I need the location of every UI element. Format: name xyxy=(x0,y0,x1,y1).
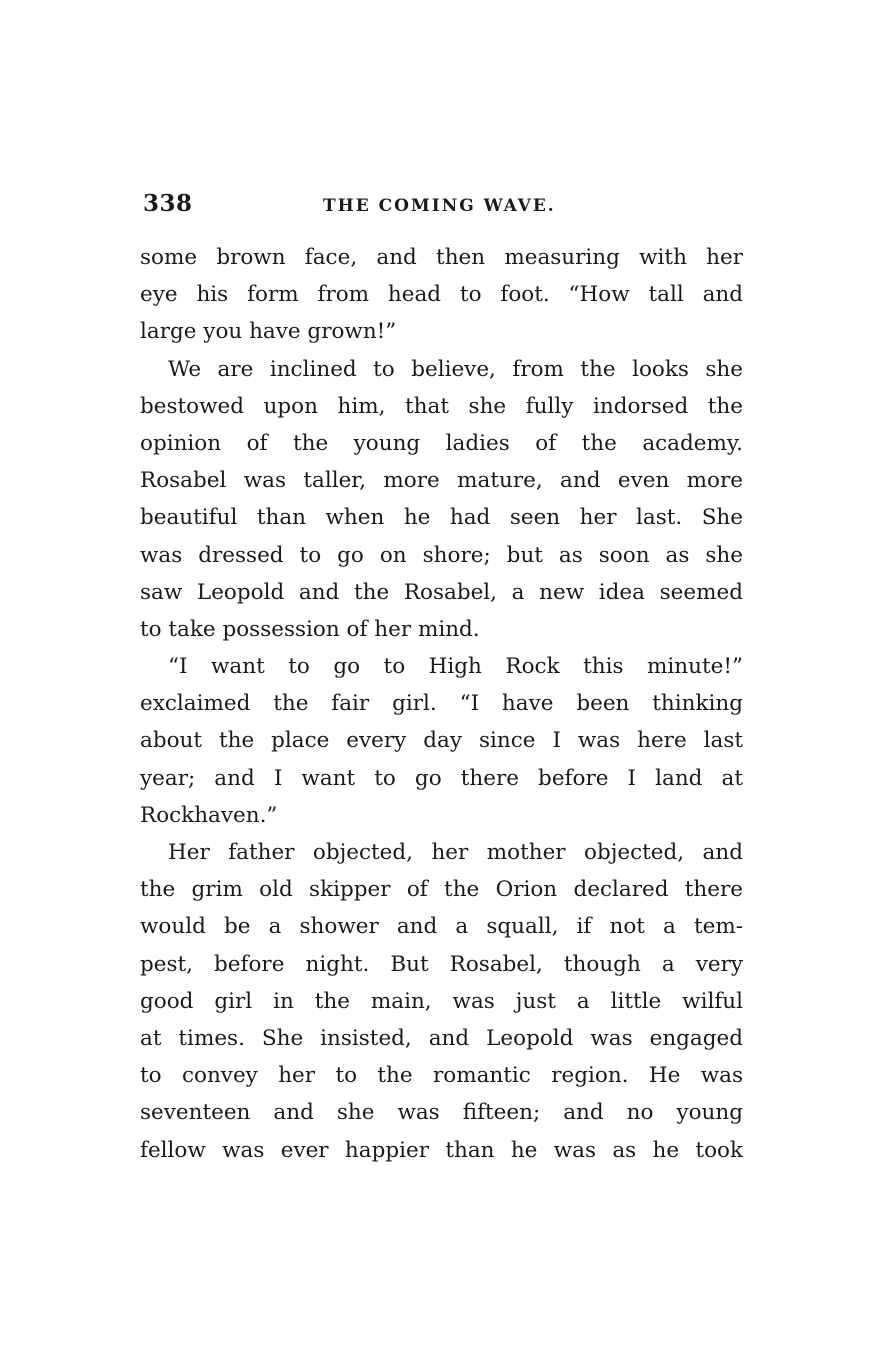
text-line: about the place every day since I was here last xyxy=(140,728,743,754)
text-line: pest, before night. But Rosabel, though a very xyxy=(140,951,743,977)
text-line: opinion of the young ladies of the academy. xyxy=(140,430,743,456)
running-head: THE COMING WAVE. xyxy=(323,196,556,216)
text-line: large you have grown!” xyxy=(140,319,397,345)
text-line: seventeen and she was fifteen; and no young xyxy=(140,1100,743,1126)
page-number: 338 xyxy=(143,190,193,217)
text-line: some brown face, and then measuring with her xyxy=(140,245,743,270)
text-line: good girl in the main, was just a little wilful xyxy=(140,988,743,1014)
text-line: We are inclined to believe, from the looks she xyxy=(168,356,743,382)
text-line: fellow was ever happier than he was as he took xyxy=(140,1137,743,1163)
page-header xyxy=(143,190,743,224)
text-line: at times. She insisted, and Leopold was engaged xyxy=(140,1025,743,1051)
text-line: Her father objected, her mother objected, and xyxy=(168,840,743,865)
text-line: saw Leopold and the Rosabel, a new idea seemed xyxy=(140,579,743,605)
text-line: was dressed to go on shore; but as soon as she xyxy=(140,542,743,568)
text-line: bestowed upon him, that she fully indorsed the xyxy=(140,393,743,419)
text-line: Rosabel was taller, more mature, and even more xyxy=(140,468,743,494)
text-line: to convey her to the romantic region. He was xyxy=(140,1063,743,1089)
text-line: Rockhaven.” xyxy=(140,802,278,828)
text-line: “I want to go to High Rock this minute!” xyxy=(168,654,743,680)
text-line: eye his form from head to foot. “How tall and xyxy=(140,282,743,308)
text-line: year; and I want to go there before I land at xyxy=(140,765,743,791)
text-line: exclaimed the fair girl. “I have been thinking xyxy=(140,691,743,717)
body-text xyxy=(140,239,743,1169)
text-line: the grim old skipper of the Orion declared there xyxy=(140,877,743,903)
text-line: to take possession of her mind. xyxy=(140,616,480,642)
text-line: beautiful than when he had seen her last. She xyxy=(140,505,743,531)
text-line: would be a shower and a squall, if not a tem- xyxy=(140,914,743,940)
